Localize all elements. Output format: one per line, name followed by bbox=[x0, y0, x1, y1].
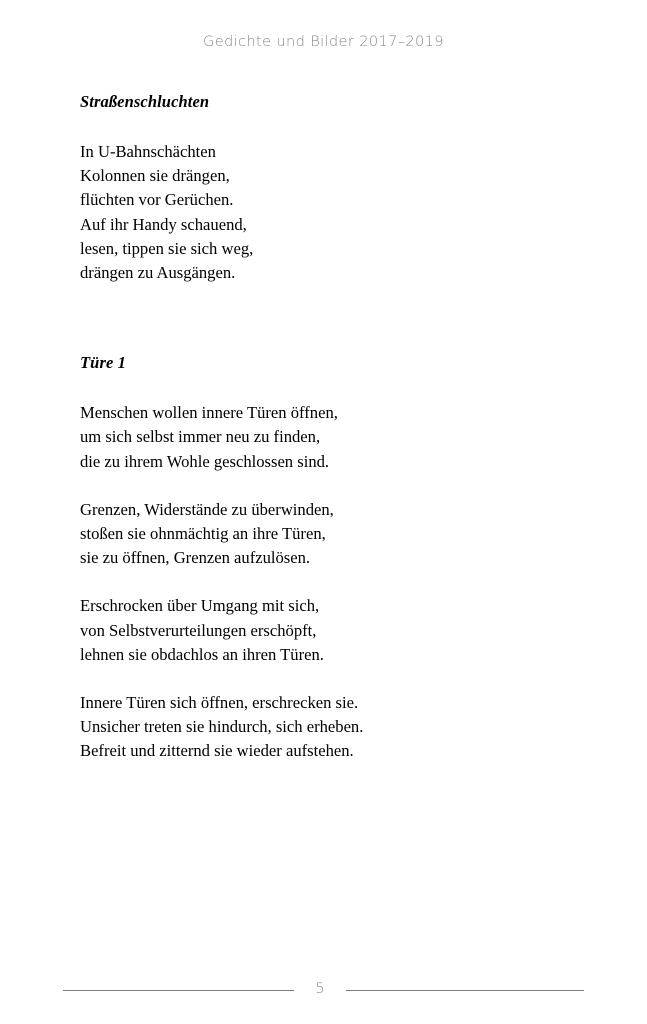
poem bbox=[80, 90, 580, 285]
page-footer bbox=[0, 978, 647, 1002]
poem-line: Befreit und zitternd sie wieder aufstehen. bbox=[80, 741, 354, 761]
footer-rule-right bbox=[346, 990, 584, 991]
poem-line: Auf ihr Handy schauend, bbox=[80, 214, 247, 234]
poem-line: Grenzen, Widerstände zu überwinden, bbox=[80, 499, 334, 519]
poem-line: stoßen sie ohnmächtig an ihre Türen, bbox=[80, 524, 326, 544]
stanza bbox=[80, 498, 580, 571]
stanza bbox=[80, 594, 580, 667]
stanza bbox=[80, 401, 580, 474]
poem-line: Erschrocken über Umgang mit sich, bbox=[80, 596, 320, 616]
poem-line: die zu ihrem Wohle geschlossen sind. bbox=[80, 451, 330, 471]
poem-line: Unsicher treten sie hindurch, sich erheben. bbox=[80, 717, 364, 737]
poem-line: drängen zu Ausgängen. bbox=[80, 263, 236, 283]
poem-title: Türe 1 bbox=[80, 353, 126, 373]
poem-line: sie zu öffnen, Grenzen aufzulösen. bbox=[80, 548, 311, 568]
page-number: 5 bbox=[315, 980, 325, 998]
running-head: Gedichte und Bilder 2017–2019 bbox=[203, 33, 444, 50]
poem-line: lehnen sie obdachlos an ihren Türen. bbox=[80, 644, 324, 664]
poem-title: Straßenschluchten bbox=[80, 92, 210, 111]
poem-line: um sich selbst immer neu zu finden, bbox=[80, 427, 321, 447]
poem-line: flüchten vor Gerüchen. bbox=[80, 190, 234, 210]
poem-line: Innere Türen sich öffnen, erschrecken sie. bbox=[80, 693, 359, 713]
footer-rule-left bbox=[63, 990, 294, 991]
stanza bbox=[80, 140, 580, 285]
poem-line: Kolonnen sie drängen, bbox=[80, 166, 230, 186]
poem-line: lesen, tippen sie sich weg, bbox=[80, 238, 254, 258]
page-body bbox=[80, 90, 580, 764]
poem bbox=[80, 351, 580, 763]
poem-line: In U-Bahnschächten bbox=[80, 142, 216, 161]
stanza bbox=[80, 691, 580, 764]
poem-line: von Selbstverurteilungen erschöpft, bbox=[80, 620, 317, 640]
poem-line: Menschen wollen innere Türen öffnen, bbox=[80, 403, 338, 423]
